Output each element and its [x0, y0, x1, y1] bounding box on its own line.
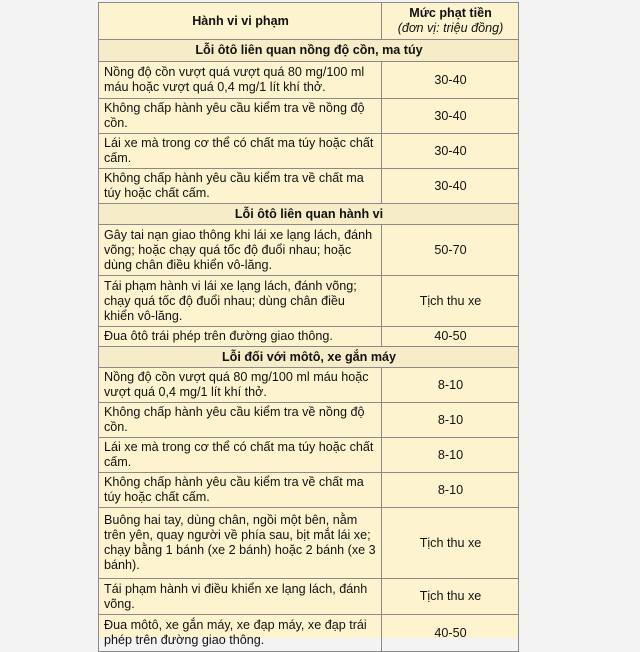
fine-cell: 8-10: [382, 438, 519, 473]
violation-cell: Tái phạm hành vi lái xe lạng lách, đánh võng; chạy quá tốc độ đuổi nhau; dùng chân điều khiển vô-lăng.: [99, 276, 382, 327]
table-row: [99, 169, 519, 204]
section-title: Lỗi đối với môtô, xe gắn máy: [99, 347, 519, 368]
fine-table-container: [98, 2, 518, 647]
table-row: [99, 368, 519, 403]
fine-cell: 40-50: [382, 327, 519, 347]
violation-cell: Không chấp hành yêu cầu kiểm tra về nồng độ cồn.: [99, 403, 382, 438]
header-row: [99, 3, 519, 40]
fine-cell: Tịch thu xe: [382, 276, 519, 327]
violation-cell: Buông hai tay, dùng chân, ngồi một bên, nằm trên yên, quay người về phía sau, bịt mắt lái xe; chạy bằng 1 bánh (xe 2 bánh) hoặc 2 bánh (xe 3 bánh).: [99, 508, 382, 579]
violation-cell: Đua môtô, xe gắn máy, xe đạp máy, xe đạp trái phép trên đường giao thông.: [99, 615, 382, 652]
table-row: [99, 473, 519, 508]
fine-cell: 8-10: [382, 403, 519, 438]
fine-cell: Tịch thu xe: [382, 508, 519, 579]
table-row: [99, 438, 519, 473]
fine-header-label: Mức phạt tiền: [409, 6, 492, 20]
violation-cell: Nồng độ cồn vượt quá 80 mg/100 ml máu hoặc vượt quá 0,4 mg/1 lít khí thở.: [99, 368, 382, 403]
section-row: [99, 40, 519, 62]
table-row: [99, 99, 519, 134]
table-row: [99, 579, 519, 615]
violation-cell: Không chấp hành yêu cầu kiểm tra về chất ma túy hoặc chất cấm.: [99, 169, 382, 204]
fine-table: [98, 2, 519, 652]
violation-cell: Tái phạm hành vi điều khiển xe lạng lách, đánh võng.: [99, 579, 382, 615]
section-row: [99, 347, 519, 368]
fine-cell: 30-40: [382, 134, 519, 169]
violation-cell: Nồng độ cồn vượt quá vượt quá 80 mg/100 ml máu hoặc vượt quá 0,4 mg/1 lít khí thở.: [99, 62, 382, 99]
table-row: [99, 225, 519, 276]
table-row: [99, 615, 519, 652]
section-row: [99, 204, 519, 225]
section-title: Lỗi ôtô liên quan nồng độ cồn, ma túy: [99, 40, 519, 62]
violation-cell: Đua ôtô trái phép trên đường giao thông.: [99, 327, 382, 347]
fine-cell: 30-40: [382, 62, 519, 99]
section-title: Lỗi ôtô liên quan hành vi: [99, 204, 519, 225]
table-row: [99, 508, 519, 579]
fine-cell: 8-10: [382, 473, 519, 508]
fine-cell: 50-70: [382, 225, 519, 276]
violation-cell: Lái xe mà trong cơ thể có chất ma túy hoặc chất cấm.: [99, 134, 382, 169]
table-row: [99, 134, 519, 169]
violation-header: Hành vi vi phạm: [99, 3, 382, 40]
fine-cell: 40-50: [382, 615, 519, 652]
fine-cell: Tịch thu xe: [382, 579, 519, 615]
table-row: [99, 327, 519, 347]
table-body: [99, 40, 519, 652]
fine-unit-label: (đơn vị: triệu đồng): [397, 21, 504, 35]
violation-cell: Không chấp hành yêu cầu kiểm tra về nồng độ cồn.: [99, 99, 382, 134]
fine-cell: 30-40: [382, 169, 519, 204]
violation-cell: Không chấp hành yêu cầu kiểm tra về chất ma túy hoặc chất cấm.: [99, 473, 382, 508]
fine-header: [382, 3, 519, 40]
violation-cell: Lái xe mà trong cơ thể có chất ma túy hoặc chất cấm.: [99, 438, 382, 473]
table-row: [99, 62, 519, 99]
fine-cell: 8-10: [382, 368, 519, 403]
violation-cell: Gây tai nạn giao thông khi lái xe lạng lách, đánh võng; hoặc chạy quá tốc độ đuổi nhau; hoặc dùng chân điều khiển vô-lăng.: [99, 225, 382, 276]
fine-cell: 30-40: [382, 99, 519, 134]
table-row: [99, 276, 519, 327]
table-row: [99, 403, 519, 438]
